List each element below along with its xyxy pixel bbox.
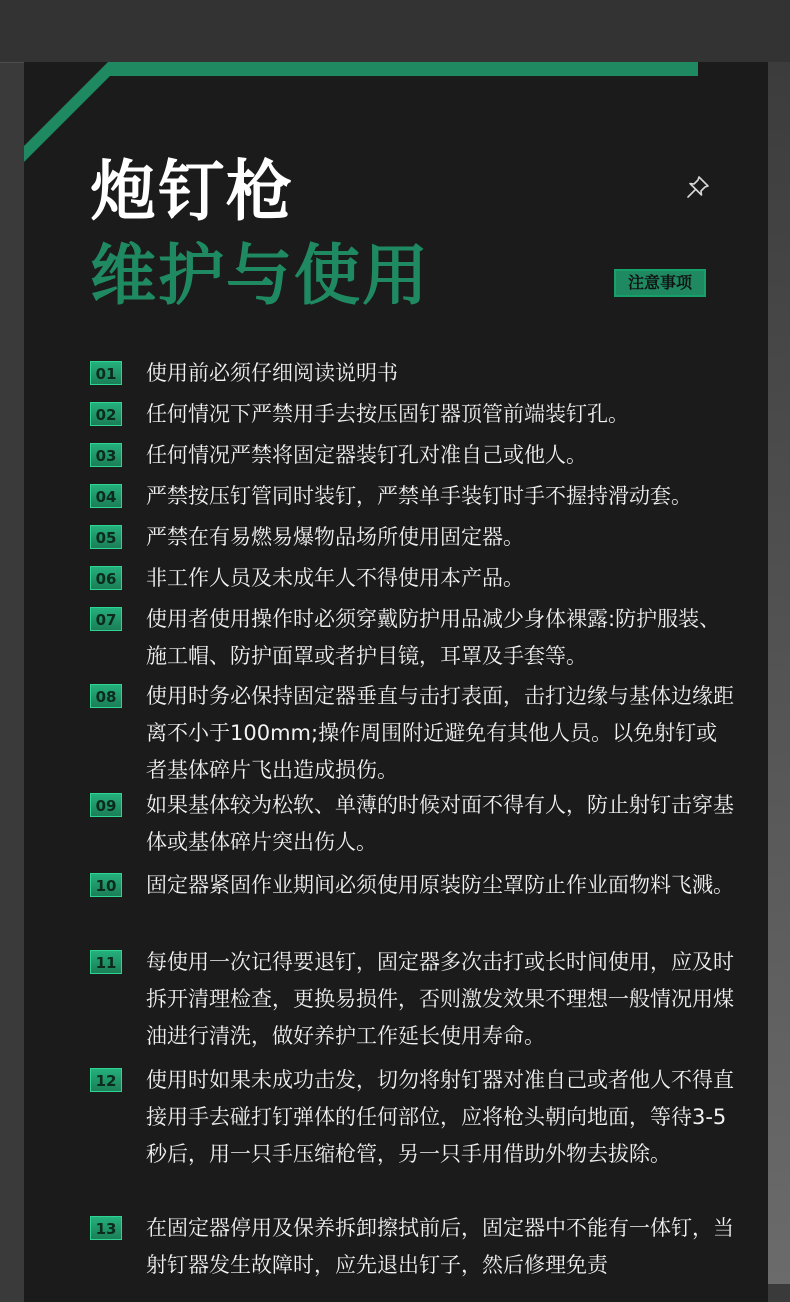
- item-number-badge: 03: [90, 443, 122, 467]
- item-number-badge: 08: [90, 684, 122, 708]
- item-text: 任何情况严禁将固定器装钉孔对准自己或他人。: [146, 443, 587, 467]
- item-text: 固定器紧固作业期间必须使用原装防尘罩防止作业面物料飞溅。: [146, 873, 734, 897]
- item-text: 在固定器停用及保养拆卸擦拭前后，固定器中不能有一体钉，当射钉器发生故障时，应先退出钉子，然后修理免责: [146, 1216, 734, 1277]
- item-text: 使用前必须仔细阅读说明书: [146, 361, 398, 385]
- item-text: 严禁在有易燃易爆物品场所使用固定器。: [146, 525, 524, 549]
- item-text: 每使用一次记得要退钉，固定器多次击打或长时间使用，应及时拆开清理检查，更换易损件，否则激发效果不理想一般情况用煤油进行清洗，做好养护工作延长使用寿命。: [146, 950, 734, 1048]
- pushpin-icon: [684, 173, 712, 201]
- item-number-badge: 06: [90, 566, 122, 590]
- item-number-badge: 09: [90, 793, 122, 817]
- item-number-badge: 13: [90, 1216, 122, 1240]
- item-text: 如果基体较为松软、单薄的时候对面不得有人，防止射钉击穿基体或基体碎片突出伤人。: [146, 793, 734, 854]
- item-text: 严禁按压钉管同时装钉，严禁单手装钉时手不握持滑动套。: [146, 484, 692, 508]
- item-number-badge: 11: [90, 950, 122, 974]
- item-number-badge: 05: [90, 525, 122, 549]
- item-number-badge: 01: [90, 361, 122, 385]
- top-band: [0, 0, 790, 63]
- item-text: 使用者使用操作时必须穿戴防护用品减少身体裸露:防护服装、施工帽、防护面罩或者护目镜，耳罩及手套等。: [146, 607, 721, 668]
- item-number-badge: 07: [90, 607, 122, 631]
- notice-badge: 注意事项: [614, 269, 706, 297]
- item-number-badge: 02: [90, 402, 122, 426]
- item-text: 任何情况下严禁用手去按压固钉器顶管前端装钉孔。: [146, 402, 629, 426]
- page-subtitle: 维护与使用: [90, 237, 430, 314]
- item-number-badge: 12: [90, 1068, 122, 1092]
- item-number-badge: 10: [90, 873, 122, 897]
- item-text: 非工作人员及未成年人不得使用本产品。: [146, 566, 524, 590]
- accent-top-bar: [108, 62, 698, 76]
- item-text: 使用时务必保持固定器垂直与击打表面，击打边缘与基体边缘距离不小于100mm;操作周围附近避免有其他人员。以免射钉或者基体碎片飞出造成损伤。: [146, 684, 734, 782]
- page-title: 炮钉枪: [90, 153, 294, 230]
- item-number-badge: 04: [90, 484, 122, 508]
- item-text: 使用时如果未成功击发，切勿将射钉器对准自己或者他人不得直接用手去碰打钉弹体的任何部位，应将枪头朝向地面，等待3-5秒后，用一只手压缩枪管，另一只手用借助外物去拔除。: [146, 1068, 734, 1166]
- right-edge-strip: [768, 62, 790, 1284]
